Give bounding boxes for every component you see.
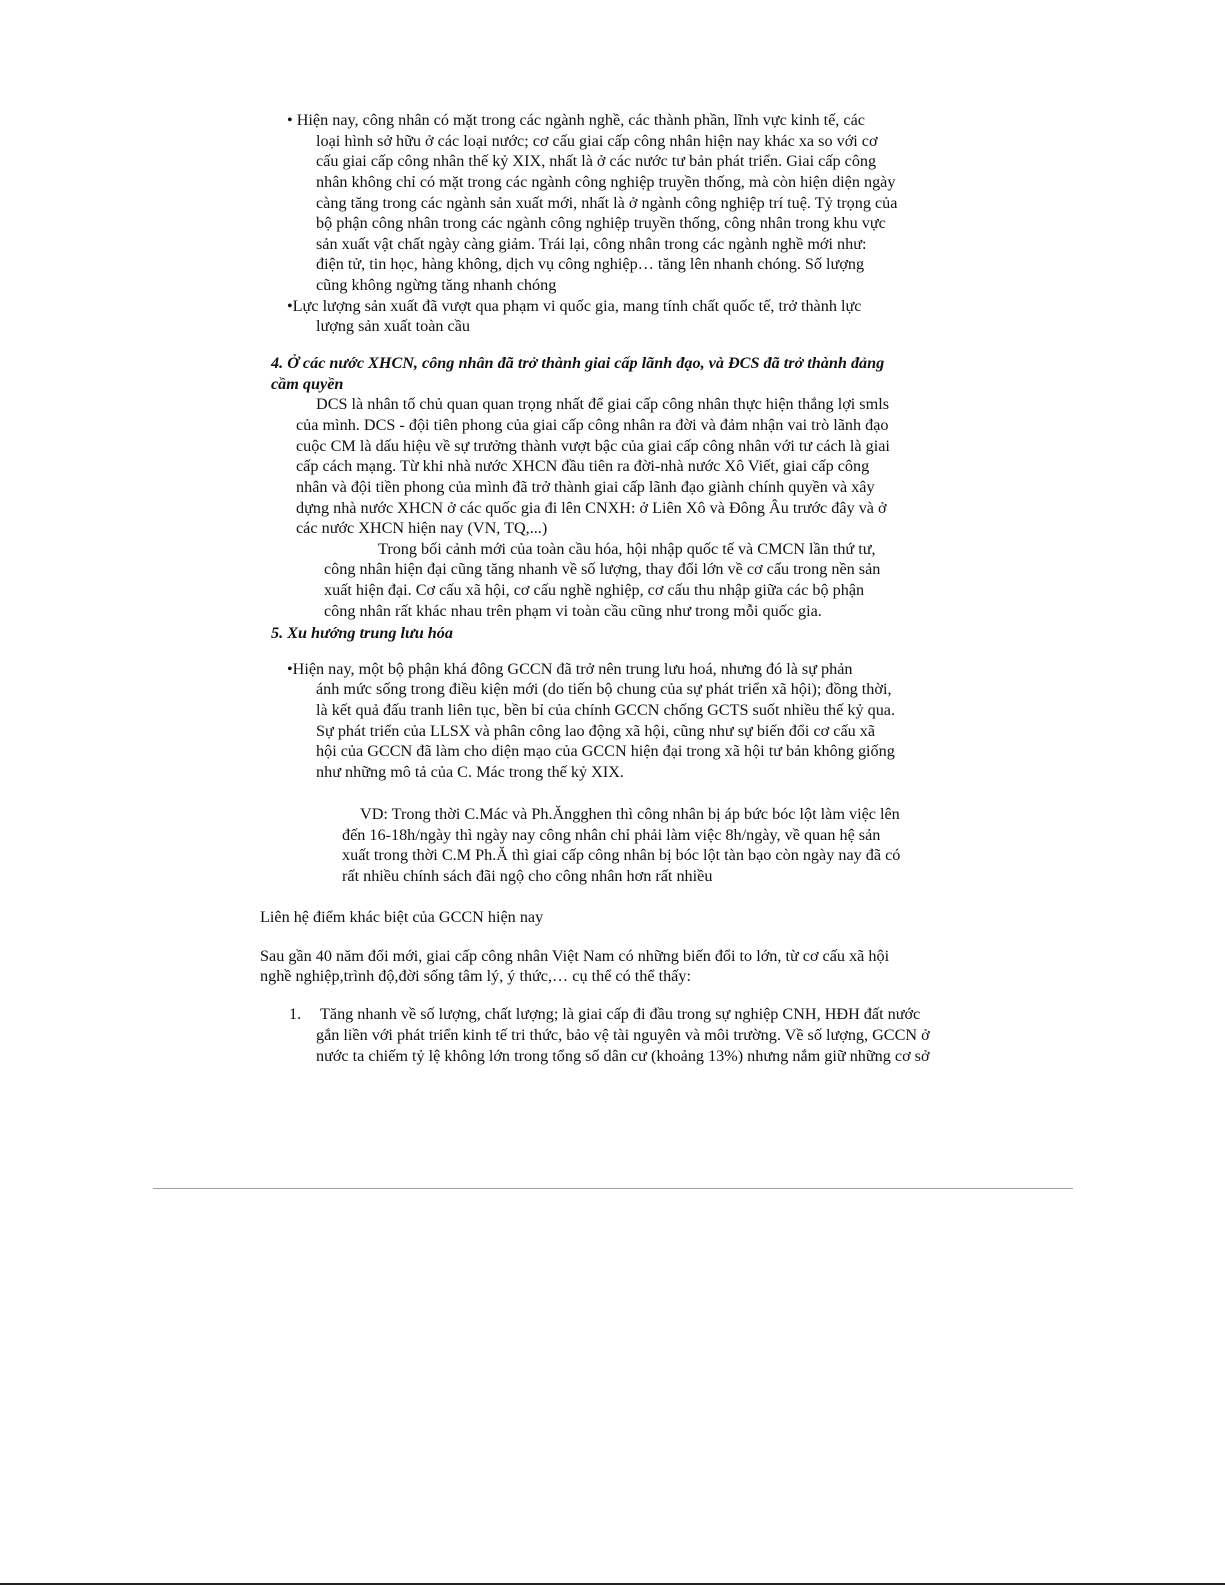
bullet-line: •Lực lượng sản xuất đã vượt qua phạm vi quốc gia, mang tính chất quốc tế, trở thành lực xyxy=(287,297,862,315)
paragraph-line: Sau gần 40 năm đổi mới, giai cấp công nhân Việt Nam có những biến đổi to lớn, từ cơ cấu xã hội xyxy=(260,947,890,965)
bullet-line: nhân không chỉ có mặt trong các ngành công nghiệp truyền thống, mà còn hiện diện ngày xyxy=(316,173,896,191)
bullet-line: loại hình sở hữu ở các loại nước; cơ cấu giai cấp công nhân hiện nay khác xa so với cơ xyxy=(316,132,878,150)
bullet-icon: • xyxy=(287,660,293,678)
bullet-line: • Hiện nay, công nhân có mặt trong các ngành nghề, các thành phần, lĩnh vực kinh tế, các xyxy=(287,111,865,129)
bullet-line: cấu giai cấp công nhân thế kỷ XIX, nhất là ở các nước tư bản phát triển. Giai cấp công xyxy=(316,152,877,170)
paragraph-line: xuất hiện đại. Cơ cấu xã hội, cơ cấu nghề nghiệp, cơ cấu thu nhập giữa các bộ phận xyxy=(324,581,865,599)
page-break-divider xyxy=(153,1188,1073,1189)
list-line: gắn liền với phát triển kinh tế tri thức, bảo vệ tài nguyên và môi trường. Về số lượng, GCCN ở xyxy=(316,1026,930,1044)
paragraph-line: xuất trong thời C.M Ph.Ă thì giai cấp công nhân bị bóc lột tàn bạo còn ngày nay đã có xyxy=(342,846,901,864)
bullet-line: như những mô tả của C. Mác trong thế kỷ XIX. xyxy=(316,763,624,781)
paragraph-line: rất nhiều chính sách đãi ngộ cho công nhân hơn rất nhiều xyxy=(342,867,713,885)
bullet-line: điện tử, tin học, hàng không, dịch vụ công nghiệp… tăng lên nhanh chóng. Số lượng xyxy=(316,255,865,273)
paragraph-line: công nhân hiện đại cũng tăng nhanh về số lượng, thay đổi lớn về cơ cấu trong nền sản xyxy=(324,560,881,578)
bullet-icon: • xyxy=(287,297,293,315)
bullet-icon: • xyxy=(287,111,293,129)
paragraph-line: VD: Trong thời C.Mác và Ph.Ăngghen thì công nhân bị áp bức bóc lột làm việc lên xyxy=(360,805,900,823)
list-line: nước ta chiếm tỷ lệ không lớn trong tổng số dân cư (khoảng 13%) nhưng nắm giữ những cơ sở xyxy=(316,1047,930,1065)
bullet-line: cũng không ngừng tăng nhanh chóng xyxy=(316,276,557,294)
paragraph-line: dựng nhà nước XHCN ở các quốc gia đi lên CNXH: ở Liên Xô và Đông Âu trước đây và ở xyxy=(296,499,887,517)
paragraph-line: cấp cách mạng. Từ khi nhà nước XHCN đầu tiên ra đời-nhà nước Xô Viết, giai cấp công xyxy=(296,457,870,475)
list-number: 1. xyxy=(289,1005,302,1023)
paragraph-line: nhân và đội tiền phong của mình đã trở thành giai cấp lãnh đạo giành chính quyền và xây xyxy=(296,478,875,496)
paragraph-line: nghề nghiệp,trình độ,đời sống tâm lý, ý thức,… cụ thể có thể thấy: xyxy=(260,967,691,985)
list-line: Tăng nhanh về số lượng, chất lượng; là giai cấp đi đầu trong sự nghiệp CNH, HĐH đất nước xyxy=(320,1005,921,1023)
bullet-line: bộ phận công nhân trong các ngành công nghiệp truyền thống, công nhân trong khu vực xyxy=(316,214,886,232)
bullet-line: lượng sản xuất toàn cầu xyxy=(316,317,470,335)
paragraph-line: đến 16-18h/ngày thì ngày nay công nhân chỉ phải làm việc 8h/ngày, về quan hệ sản xyxy=(342,826,881,844)
paragraph-line: Trong bối cảnh mới của toàn cầu hóa, hội nhập quốc tế và CMCN lần thứ tư, xyxy=(378,540,876,558)
heading-line: 4. Ở các nước XHCN, công nhân đã trở thành giai cấp lãnh đạo, và ĐCS đã trở thành đảng xyxy=(271,354,885,372)
bullet-line: Sự phát triển của LLSX và phân công lao động xã hội, cũng như sự biến đổi cơ cấu xã xyxy=(316,722,876,740)
bullet-line: •Hiện nay, một bộ phận khá đông GCCN đã trở nên trung lưu hoá, nhưng đó là sự phản xyxy=(287,660,853,678)
paragraph-line: Liên hệ điểm khác biệt của GCCN hiện nay xyxy=(260,908,544,926)
bullet-line: sản xuất vật chất ngày càng giảm. Trái lại, công nhân trong các ngành nghề mới như: xyxy=(316,235,867,253)
bullet-line: ánh mức sống trong điều kiện mới (do tiến bộ chung của sự phát triển xã hội); đồng thời, xyxy=(316,680,892,698)
heading-line: cầm quyền xyxy=(271,375,344,393)
paragraph-line: cuộc CM là dấu hiệu về sự trưởng thành vượt bậc của giai cấp công nhân với tư cách là giai xyxy=(296,437,890,455)
paragraph-line: các nước XHCN hiện nay (VN, TQ,...) xyxy=(296,519,548,537)
paragraph-line: DCS là nhân tố chủ quan quan trọng nhất để giai cấp công nhân thực hiện thắng lợi smls xyxy=(316,395,889,413)
bullet-line: là kết quả đấu tranh liên tục, bền bỉ của chính GCCN chống GCTS suốt nhiều thế kỷ qua. xyxy=(316,701,896,719)
bullet-line: càng tăng trong các ngành sản xuất mới, nhất là ở ngành công nghiệp trí tuệ. Tỷ trọng của xyxy=(316,194,898,212)
heading-line: 5. Xu hướng trung lưu hóa xyxy=(271,624,453,642)
paragraph-line: của mình. DCS - đội tiên phong của giai cấp công nhân ra đời và đảm nhận vai trò lãnh đạo xyxy=(296,416,889,434)
paragraph-line: công nhân rất khác nhau trên phạm vi toàn cầu cũng như trong mỗi quốc gia. xyxy=(324,602,822,620)
bullet-line: hội của GCCN đã làm cho diện mạo của GCCN hiện đại trong xã hội tư bản không giống xyxy=(316,742,895,760)
